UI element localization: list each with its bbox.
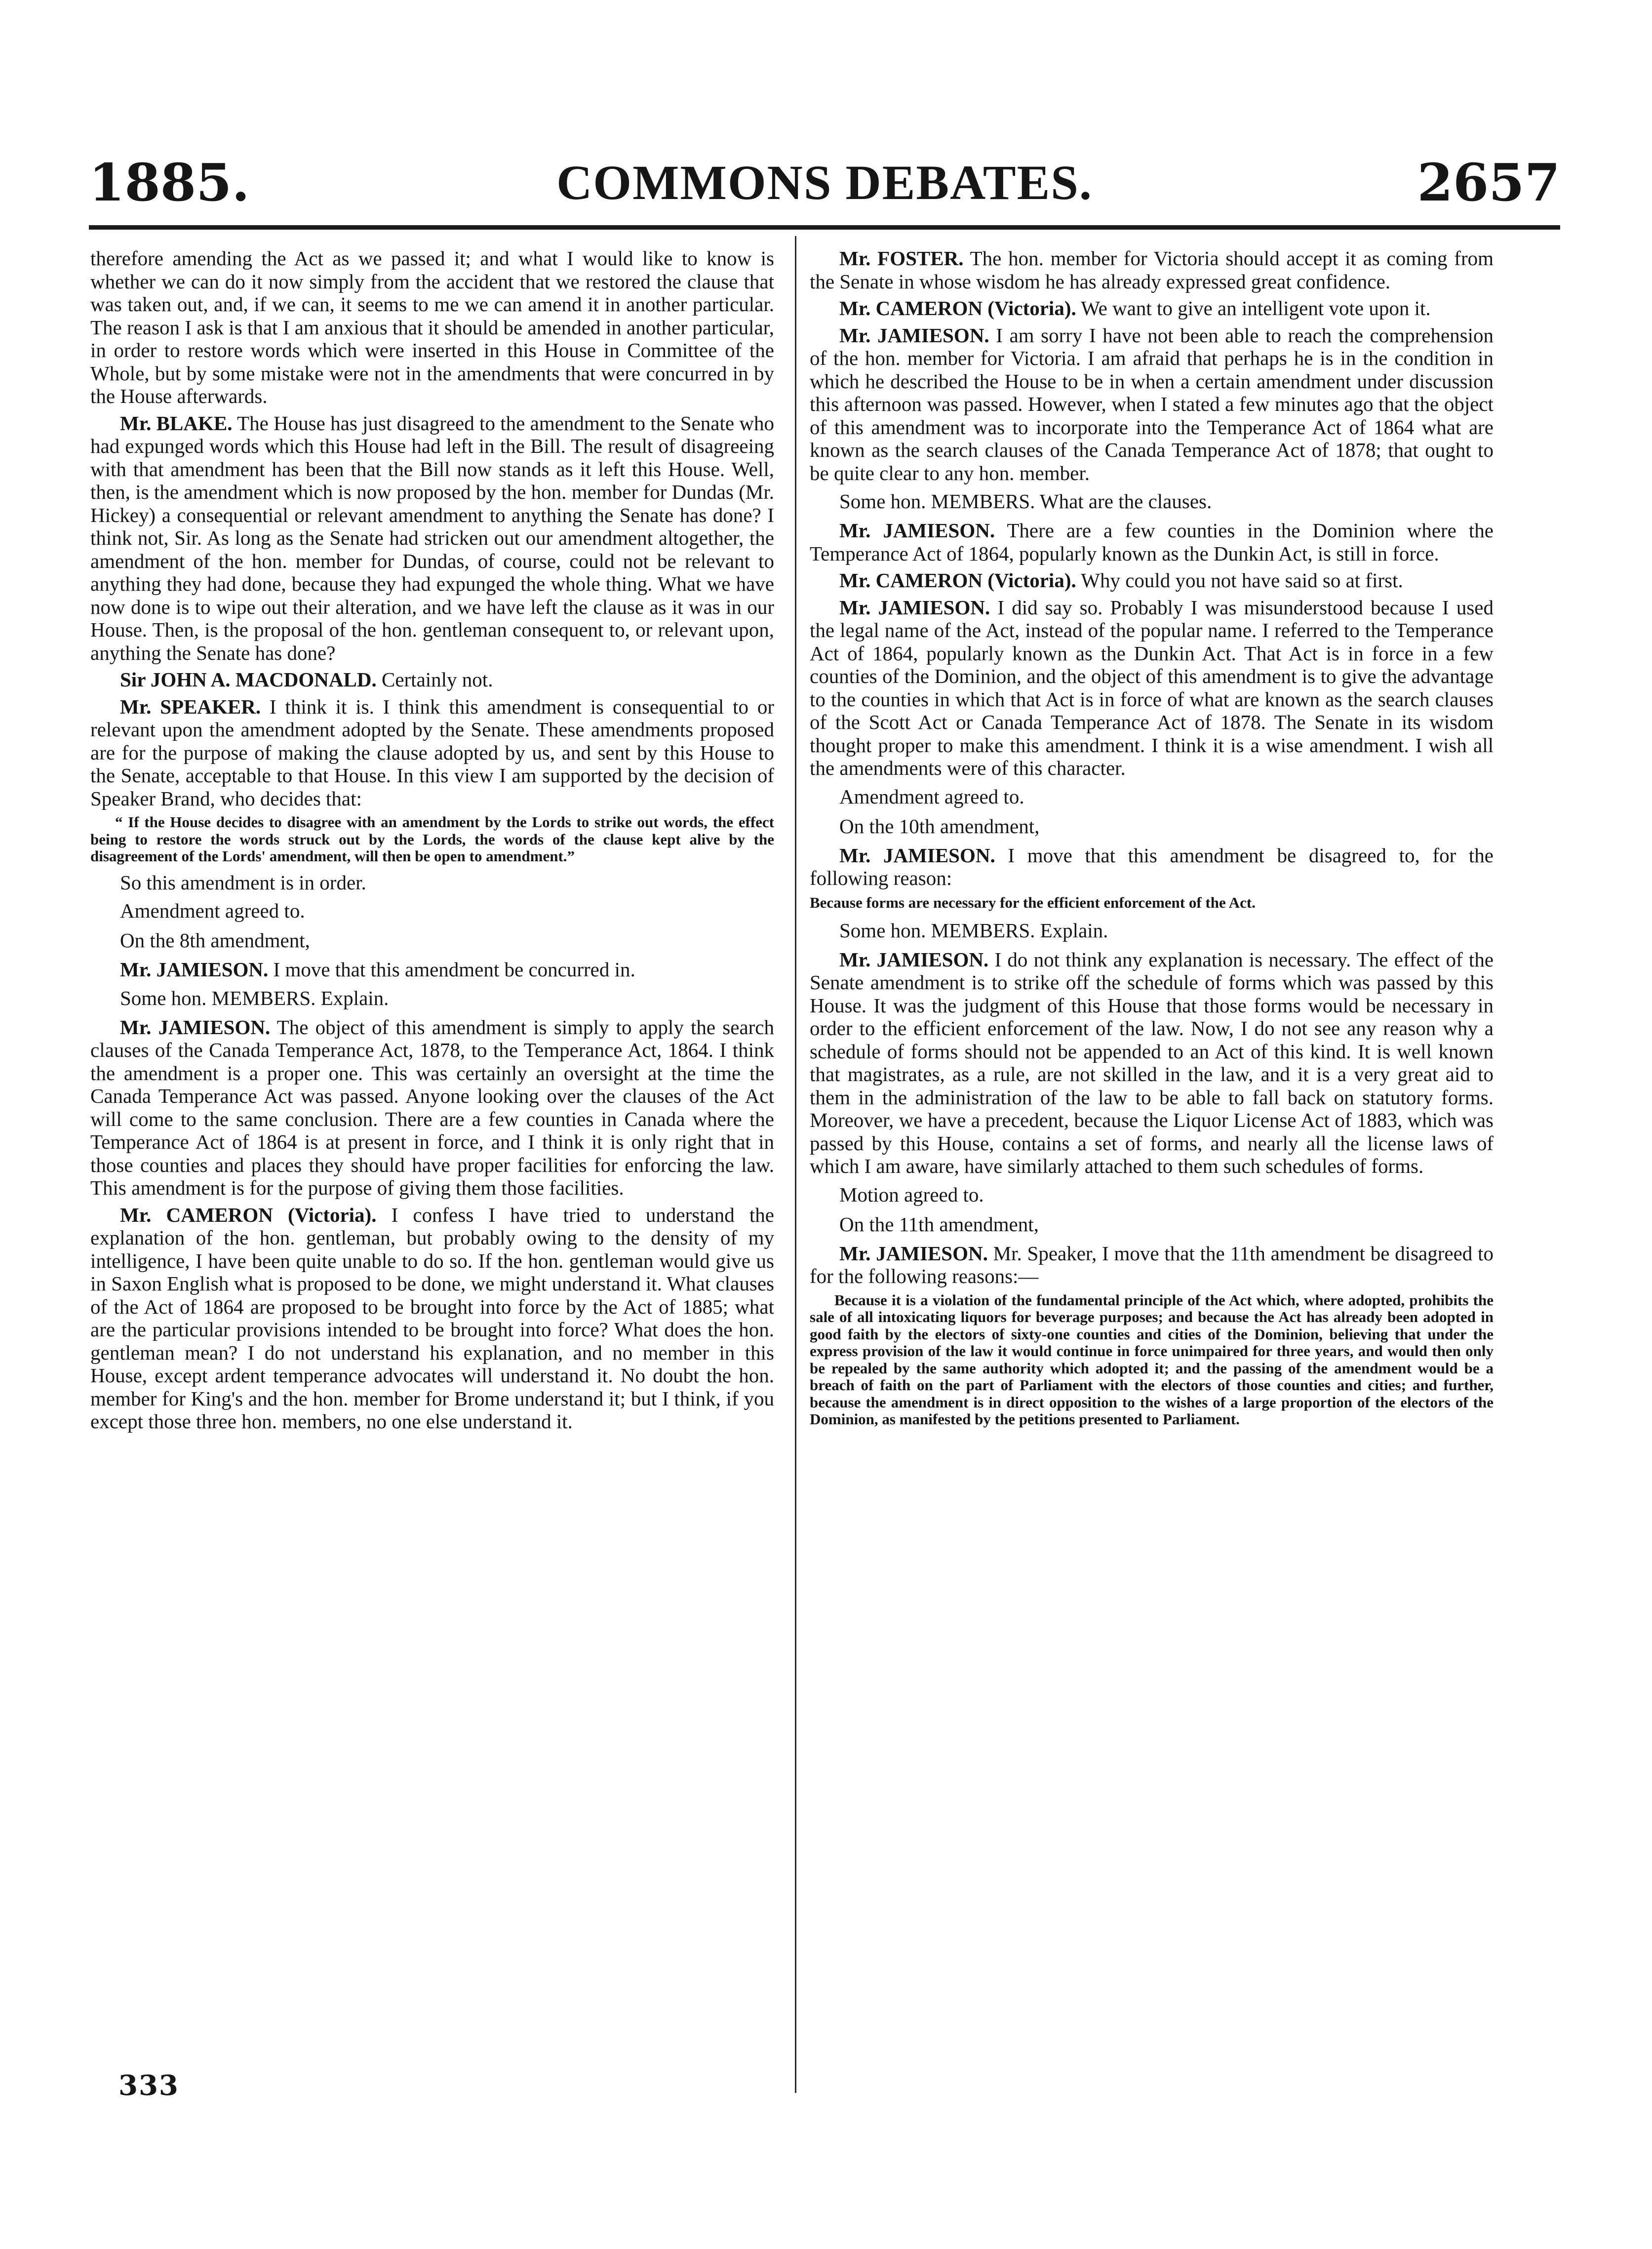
paragraph-text: The House has just disagreed to the amendment to the Senate who had expunged words which this House had left in the Bill. The result of disagreeing with that amendment has been that the Bill now stands as it left this House. Well, then, is the amendment which is now proposed by the hon. member for Dundas (Mr. Hickey) a consequential or relevant amendment to anything the Senate has done? I think not, Sir. As long as the Senate had stricken out our amendment altogether, the amendment of the hon. member for Dundas, of course, could not be relevant to anything they had done, because they had expunged the whole thing. What we have now done is to wipe out their alteration, and we have left the clause as it was in our House. Then, is the proposal of the hon. gentleman consequent to, or relevant upon, anything the Senate has done?	[90, 411, 774, 664]
paragraph	[90, 871, 774, 894]
paragraph-text: The hon. member for Victoria should accept it as coming from the Senate in whose wisdom he has already expressed great confidence.	[810, 247, 1494, 293]
procedural-line: On the 10th amendment,	[839, 814, 1040, 838]
procedural-line: On the 8th amendment,	[120, 929, 310, 952]
speaker-name: Mr. JAMIESON.	[839, 596, 990, 619]
procedural-line: Amendment agreed to.	[839, 785, 1024, 808]
paragraph-text: We want to give an intelligent vote upon it.	[1081, 297, 1431, 320]
speaker-name: Mr. JAMIESON.	[839, 323, 989, 347]
paragraph	[90, 1016, 774, 1200]
paragraph-text: The object of this amendment is simply to apply the search clauses of the Canada Temperance Act, 1878, to the Temperance Act, 1864. I think the amendment is a proper one. This was certainly an oversight at the time the Canada Temperance Act was passed. Anyone looking over the clauses of the Act will come to the same conclusion. There are a few counties in Canada where the Temperance Act of 1864 is at present in force, and I think it is only right that in those counties and places they should have proper facilities for enforcing the law. This amendment is for the purpose of giving them those facilities.	[90, 1015, 774, 1199]
header-rule	[89, 225, 1560, 230]
speaker-name: Sir JOHN A. MACDONALD.	[120, 668, 377, 691]
procedural-line: Motion agreed to.	[839, 1183, 984, 1206]
speaker-name: Mr. BLAKE.	[120, 411, 233, 435]
paragraph	[90, 247, 774, 408]
speaker-name: Mr. JAMIESON.	[839, 1242, 988, 1265]
paragraph	[90, 412, 774, 665]
paragraph-text: I think it is. I think this amendment is consequential to or relevant upon the amendment adopted by the Senate. These amendments proposed are for the purpose of making the clause adopted by us, and sent by this House to the Senate, acceptable to that House. In this view I am supported by the decision of Speaker Brand, who decides that:	[90, 695, 774, 810]
paragraph	[90, 695, 774, 810]
procedural-line: Some hon. MEMBERS. Explain.	[839, 919, 1108, 942]
paragraph-text: I move that this amendment be disagreed to, for the following reason:	[810, 843, 1494, 889]
paragraph-text: I am sorry I have not been able to reach the comprehension of the hon. member for Victoria. I am afraid that perhaps he is in the condition in which he described the House to be in when a certain amendment under discussion this afternoon was passed. However, when I stated a few minutes ago that the object of this amendment was to incorporate into the Temperance Act of 1864 what are known as the search clauses of the Canada Temperance Act of 1878; that ought to be quite clear to any hon. member.	[810, 323, 1494, 484]
paragraph-text: I did say so. Probably I was misunderstood because I used the legal name of the Act, instead of the popular name. I referred to the Temperance Act of 1864, popularly known as the Dunkin Act. That Act is in force in a few counties of the Dominion, and the object of this amendment is to give the advantage to the counties in which that Act is in force of what are known as the search clauses of the Scott Act or Canada Temperance Act of 1878. The Senate in its wisdom thought proper to make this amendment. I think it is a wise amendment. I wish all the amendments were of this character.	[810, 596, 1494, 779]
procedural-line: On the 11th amendment,	[839, 1212, 1039, 1236]
speaker-name: Mr. JAMIESON.	[120, 958, 269, 981]
paragraph-text: therefore amending the Act as we passed it; and what I would like to know is whether we can do it now simply from the accident that we restored the clause that was taken out, and, if we can, it seems to me we can amend it in another particular. The reason I ask is that I am anxious that it should be amended in another particular, in order to restore words which were inserted in this House in Committee of the Whole, but by some mistake were not in the amendments that were concurred in by the House afterwards.	[90, 247, 774, 407]
paragraph	[810, 1242, 1494, 1288]
paragraph	[810, 324, 1494, 485]
speaker-name: Mr. JAMIESON.	[839, 519, 995, 542]
paragraph-text: Certainly not.	[381, 668, 493, 691]
speaker-name: Mr. FOSTER.	[839, 247, 964, 270]
paragraph-text: There are a few counties in the Dominion where the Temperance Act of 1864, popularly known as the Dunkin Act, is still in force.	[810, 519, 1494, 565]
paragraph-text: Mr. Speaker, I move that the 11th amendment be disagreed to for the following reasons:—	[810, 1242, 1494, 1287]
paragraph	[810, 596, 1494, 780]
paragraph	[90, 1204, 774, 1433]
speaker-name: Mr. JAMIESON.	[839, 843, 995, 867]
procedural-line: Amendment agreed to.	[120, 899, 305, 922]
header-year: 1885.	[89, 152, 250, 213]
publication-title: COMMONS DEBATES.	[556, 155, 1093, 210]
block-quote: Because forms are necessary for the efficient enforcement of the Act.	[810, 893, 1256, 911]
speaker-name: Mr. CAMERON (Victoria).	[839, 569, 1076, 592]
paragraph	[90, 668, 774, 691]
paragraph-text: Why could you not have said so at first.	[1081, 569, 1403, 592]
paragraph	[810, 844, 1494, 890]
left-column	[90, 247, 774, 2084]
paragraph-text: So this amendment is in order.	[120, 871, 366, 894]
paragraph	[810, 569, 1494, 592]
paragraph	[810, 948, 1494, 1178]
procedural-line: Some hon. MEMBERS. What are the clauses.	[839, 490, 1212, 513]
signature-folio: 333	[118, 2069, 179, 2102]
page-header	[89, 148, 1560, 217]
speaker-name: Mr. CAMERON (Victoria).	[839, 297, 1076, 320]
block-quote: Because it is a violation of the fundamental principle of the Act which, where adopted, prohibits the sale of all intoxicating liquors for beverage purposes; and because the Act has already been adopted in good faith by the electors of sixty-one counties and cities of the Dominion, believing that under the express provision of the law it would continue in force unimpaired for three years, and would then only be repealed by the same authority which adopted it; and the passing of the amendment would be a breach of faith on the part of Parliament with the electors of those counties and cities; and further, because the amendment is in direct opposition to the wishes of a large proportion of the electors of the Dominion, as manifested by the petitions presented to Parliament.	[810, 1291, 1494, 1428]
paragraph	[810, 297, 1494, 320]
paragraph-text: I do not think any explanation is necessary. The effect of the Senate amendment is to strike off the schedule of forms which was passed by this House. It was the judgment of this House that those forms would be necessary in order to the efficient enforcement of the law. Now, I do not see any reason why a schedule of forms should not be appended to an Act of this kind. It is well known that magistrates, as a rule, are not skilled in the law, and it is a very great aid to them in the administration of the law to be able to fall back on statutory forms. Moreover, we have a precedent, because the Liquor License Act of 1883, which was passed by this House, contains a set of forms, and nearly all the license laws of which I am aware, have similarly attached to them such schedules of forms.	[810, 948, 1494, 1177]
paragraph	[810, 519, 1494, 565]
header-page-number: 2657	[1417, 152, 1560, 213]
procedural-line: Some hon. MEMBERS. Explain.	[120, 986, 389, 1009]
speaker-name: Mr. SPEAKER.	[120, 695, 261, 718]
paragraph	[810, 247, 1494, 293]
column-divider	[795, 236, 796, 2093]
right-column	[810, 247, 1494, 2084]
paragraph-text: I move that this amendment be concurred in.	[273, 958, 635, 981]
block-quote: “ If the House decides to disagree with an amendment by the Lords to strike out words, the effect being to restore the words struck out by the Lords, the words of the clause kept alive by the disagreement of the Lords' amendment, will then be open to amendment.”	[90, 813, 774, 865]
speaker-name: Mr. CAMERON (Victoria).	[120, 1203, 377, 1226]
paragraph-text: I confess I have tried to understand the explanation of the hon. gentleman, but probably owing to the density of my intelligence, I have been quite unable to do so. If the hon. gentleman would give us in Saxon English what is proposed to be done, we might understand it. What clauses of the Act of 1864 are proposed to be brought into force by the Act of 1885; what are the particular provisions intended to be brought into force? What does the hon. gentleman mean? I do not understand his explanation, and no member in this House, except ardent temperance advocates will understand it. No doubt the hon. member for King's and the hon. member for Brome understand it; but I think, if you except those three hon. members, no one else understand it.	[90, 1203, 774, 1433]
paragraph	[90, 958, 774, 981]
speaker-name: Mr. JAMIESON.	[839, 948, 989, 971]
speaker-name: Mr. JAMIESON.	[120, 1015, 271, 1039]
